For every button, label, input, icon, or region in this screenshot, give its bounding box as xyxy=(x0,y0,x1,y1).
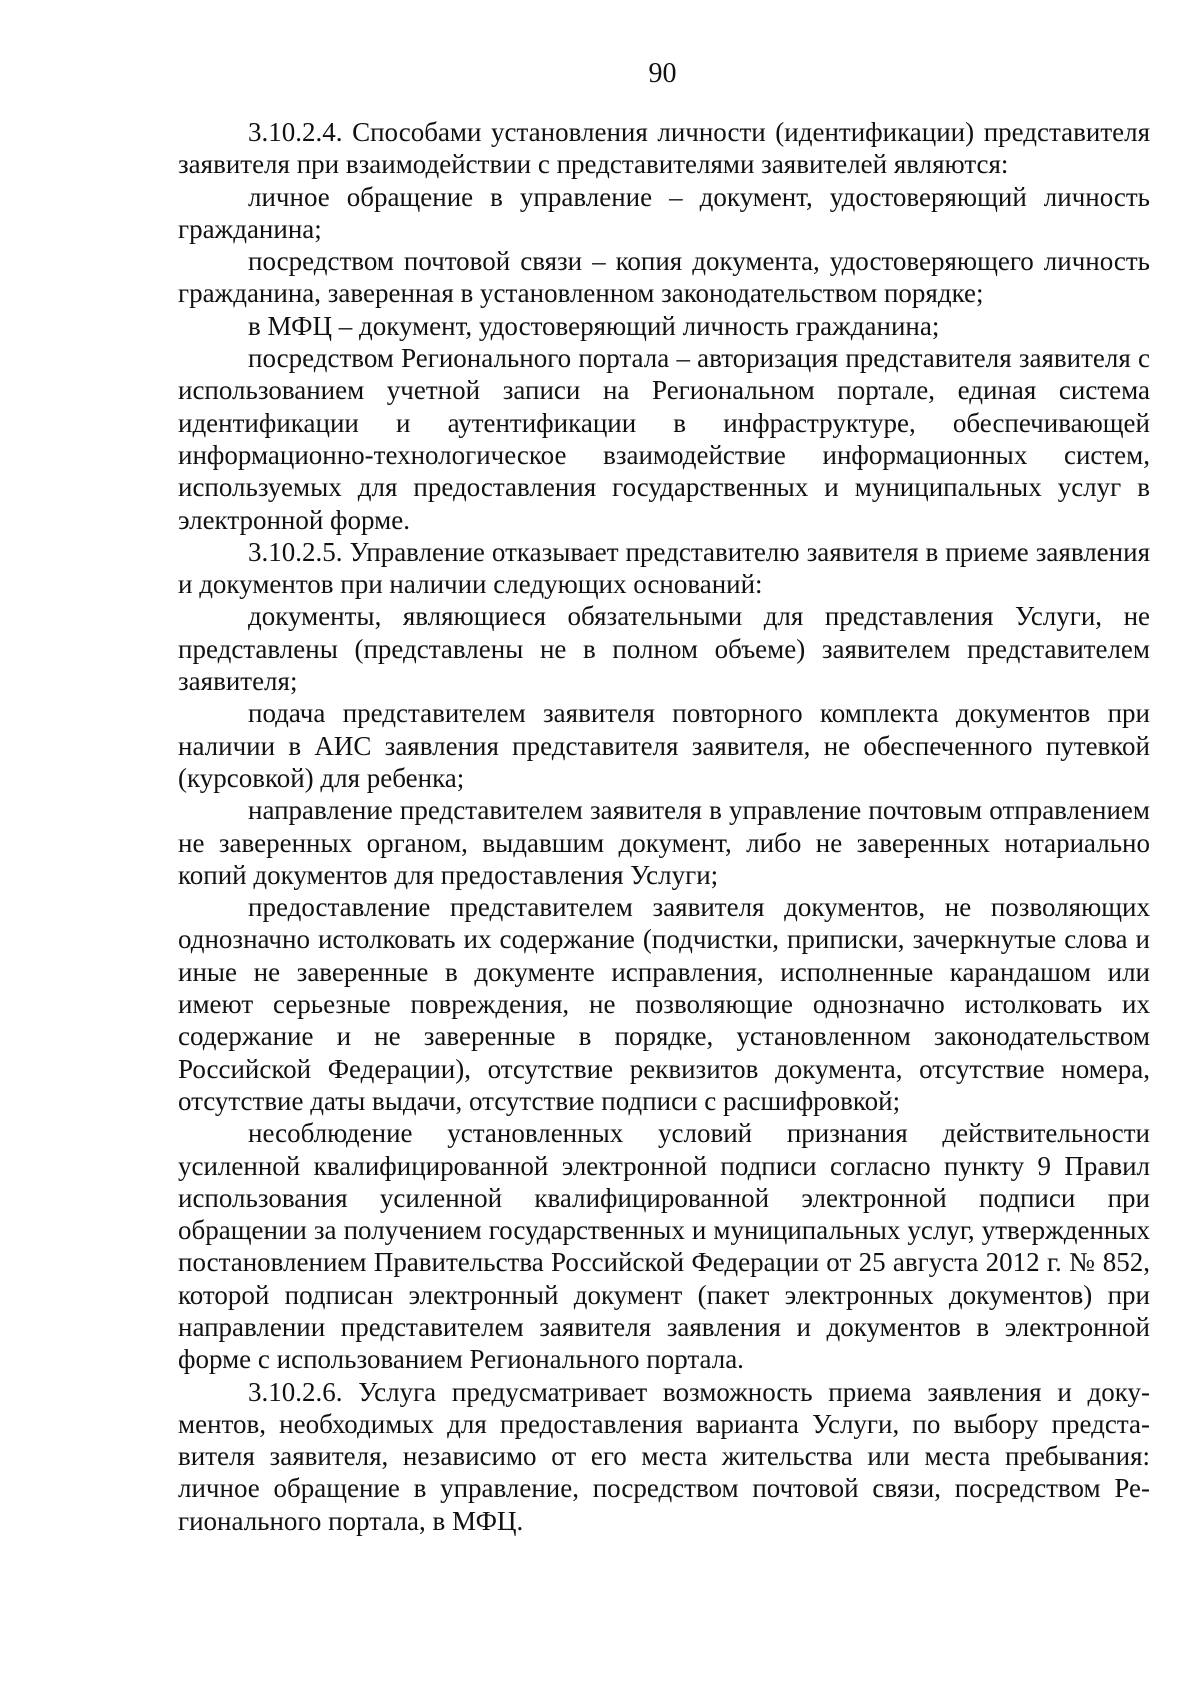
paragraph-electronic-signature: несоблюдение установленных условий признания действительности усиленной квалифицированной электронной подписи согласно пункту 9 Правил использования усиленной квалифицированной электронной подписи при обращении за получением государственных и муниципальных услуг, утвержденных постановлением Правительства Российской Федерации от 25 августа 2012 г. № 852, которой подписан электронный документ (пакет электронных документов) при направлении представителем заявителя заявления и документов в электронной форме с использованием Регионального портала. xyxy=(178,1118,1150,1375)
paragraph-3-10-2-5: 3.10.2.5. Управление отказывает представителю заявителя в приеме заявления и документов при наличии следующих оснований: xyxy=(178,536,1150,600)
page-number: 90 xyxy=(648,58,677,89)
paragraph-3-10-2-4: 3.10.2.4. Способами установления личности (идентификации) представителя заявителя при взаимодействии с представителями заявителей являются: xyxy=(178,117,1150,180)
paragraph-mfc: в МФЦ – документ, удостоверяющий личность гражданина; xyxy=(248,310,940,341)
paragraph-3-10-2-6: 3.10.2.6. Услуга предусматривает возможность приема заявления и документов, необходимых для предоставления варианта Услуги, по выбору представителя заявителя, независимо от его места жительства или места пребывания: личное обращение в управление, посредством почтовой связи, посредством Регионального портала, в МФЦ. xyxy=(178,1376,1150,1536)
paragraph-ambiguous-documents: предоставление представителем заявителя документов, не позволяющих однозначно истолковать их содержание (подчистки, приписки, зачеркнутые слова и иные не заверенные в документе исправления, исполненные карандашом или имеют серьезные повреждения, не позволяющие однозначно истолковать их содержание и не заверенные в порядке, установленном законодательством Российской Федерации), отсутствие реквизитов документа, отсутствие номера, отсутствие даты выдачи, отсутствие подписи с расшифровкой; xyxy=(178,892,1150,1116)
paragraph-uncertified-copies: направление представителем заявителя в управление почтовым отправлением не заверенных органом, выдавшим документ, либо не заверенных нотариально копий документов для предоставления Услуги; xyxy=(178,795,1150,890)
document-body xyxy=(178,116,1150,1537)
paragraph-documents-not-submitted: документы, являющиеся обязательными для представления Услуги, не представлены (представлены не в полном объеме) заявителем представителем заявителя; xyxy=(178,601,1150,697)
paragraph-repeated-submission: подача представителем заявителя повторного комплекта документов при наличии в АИС заявления представителя заявителя, не обеспеченного путевкой (курсовкой) для ребенка; xyxy=(178,698,1150,793)
paragraph-personal-visit: личное обращение в управление – документ, удостоверяющий личность гражданина; xyxy=(178,181,1150,244)
paragraph-regional-portal: посредством Регионального портала – авторизация представителя заявителя с использованием учетной записи на Региональном портале, единая система идентификации и аутентификации в инфраструктуре, обеспечивающей информационно-технологическое взаимодействие информационных систем, используемых для предоставления государственных и муниципальных услуг в электронной форме. xyxy=(178,343,1150,535)
paragraph-postal: посредством почтовой связи – копия документа, удостоверяющего личность гражданина, заверенная в установленном законодательством порядке; xyxy=(178,246,1150,309)
